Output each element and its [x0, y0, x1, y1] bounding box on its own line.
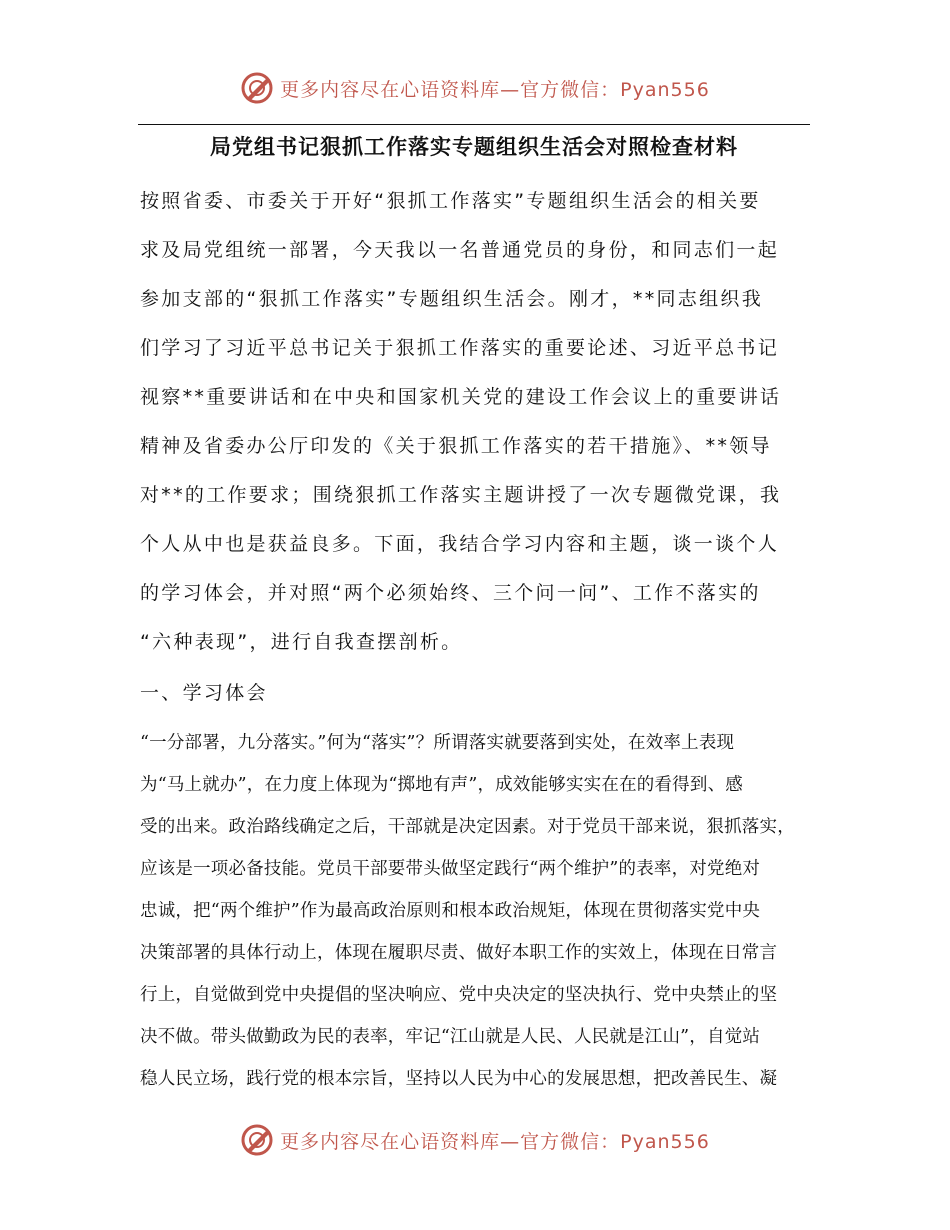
watermark-banner-top [0, 68, 950, 108]
text-line: 按照省委、市委关于开好“狠抓工作落实”专题组织生活会的相关要 [140, 190, 761, 212]
text-line: 们学习了习近平总书记关于狠抓工作落实的重要论述、习近平总书记 [140, 337, 780, 359]
text-line: 受的出来。政治路线确定之后，干部就是决定因素。对于党员干部来说，狠抓落实， [140, 817, 795, 837]
document-title: 局党组书记狠抓工作落实专题组织生活会对照检查材料 [210, 135, 738, 159]
text-line: 稳人民立场，践行党的根本宗旨，坚持以人民为中心的发展思想，把改善民生、凝 [140, 1069, 778, 1089]
text-line: 行上，自觉做到党中央提倡的坚决响应、党中央决定的坚决执行、党中央禁止的坚 [140, 985, 778, 1005]
text-line: “六种表现”，进行自我查摆剖析。 [140, 631, 463, 653]
pen-seal-icon [240, 71, 274, 105]
text-line: 求及局党组统一部署，今天我以一名普通党员的身份，和同志们一起 [140, 239, 780, 261]
text-line: 为“马上就办”，在力度上体现为“掷地有声”，成效能够实实在在的看得到、感 [140, 775, 743, 795]
text-line: 精神及省委办公厅印发的《关于狠抓工作落实的若干措施》、**领导 [140, 435, 772, 457]
watermark-text: 更多内容尽在心语资料库—官方微信：Pyan556 [280, 78, 710, 101]
watermark-banner-bottom [0, 1120, 950, 1160]
text-line: 对**的工作要求；围绕狠抓工作落实主题讲授了一次专题微党课，我 [140, 484, 782, 506]
text-line: 的学习体会，并对照“两个必须始终、三个问一问”、工作不落实的 [140, 582, 761, 604]
text-line: 视察**重要讲话和在中央和国家机关党的建设工作会议上的重要讲话 [140, 386, 782, 408]
text-line: 个人从中也是获益良多。下面，我结合学习内容和主题，谈一谈个人 [140, 533, 780, 555]
text-line: “一分部署，九分落实。”何为“落实”？所谓落实就要落到实处，在效率上表现 [140, 733, 735, 753]
pen-seal-icon [240, 1123, 274, 1157]
title-rule [138, 124, 810, 125]
section-heading: 一、学习体会 [140, 682, 268, 704]
text-line: 应该是一项必备技能。党员干部要带头做坚定践行“两个维护”的表率，对党绝对 [140, 859, 761, 879]
watermark-text: 更多内容尽在心语资料库—官方微信：Pyan556 [280, 1130, 710, 1153]
text-line: 参加支部的“狠抓工作落实”专题组织生活会。刚才，**同志组织我 [140, 288, 763, 310]
text-line: 决策部署的具体行动上，体现在履职尽责、做好本职工作的实效上，体现在日常言 [140, 943, 778, 963]
text-line: 忠诚，把“两个维护”作为最高政治原则和根本政治规矩，体现在贯彻落实党中央 [140, 901, 761, 921]
text-line: 决不做。带头做勤政为民的表率，牢记“江山就是人民、人民就是江山”，自觉站 [140, 1027, 761, 1047]
